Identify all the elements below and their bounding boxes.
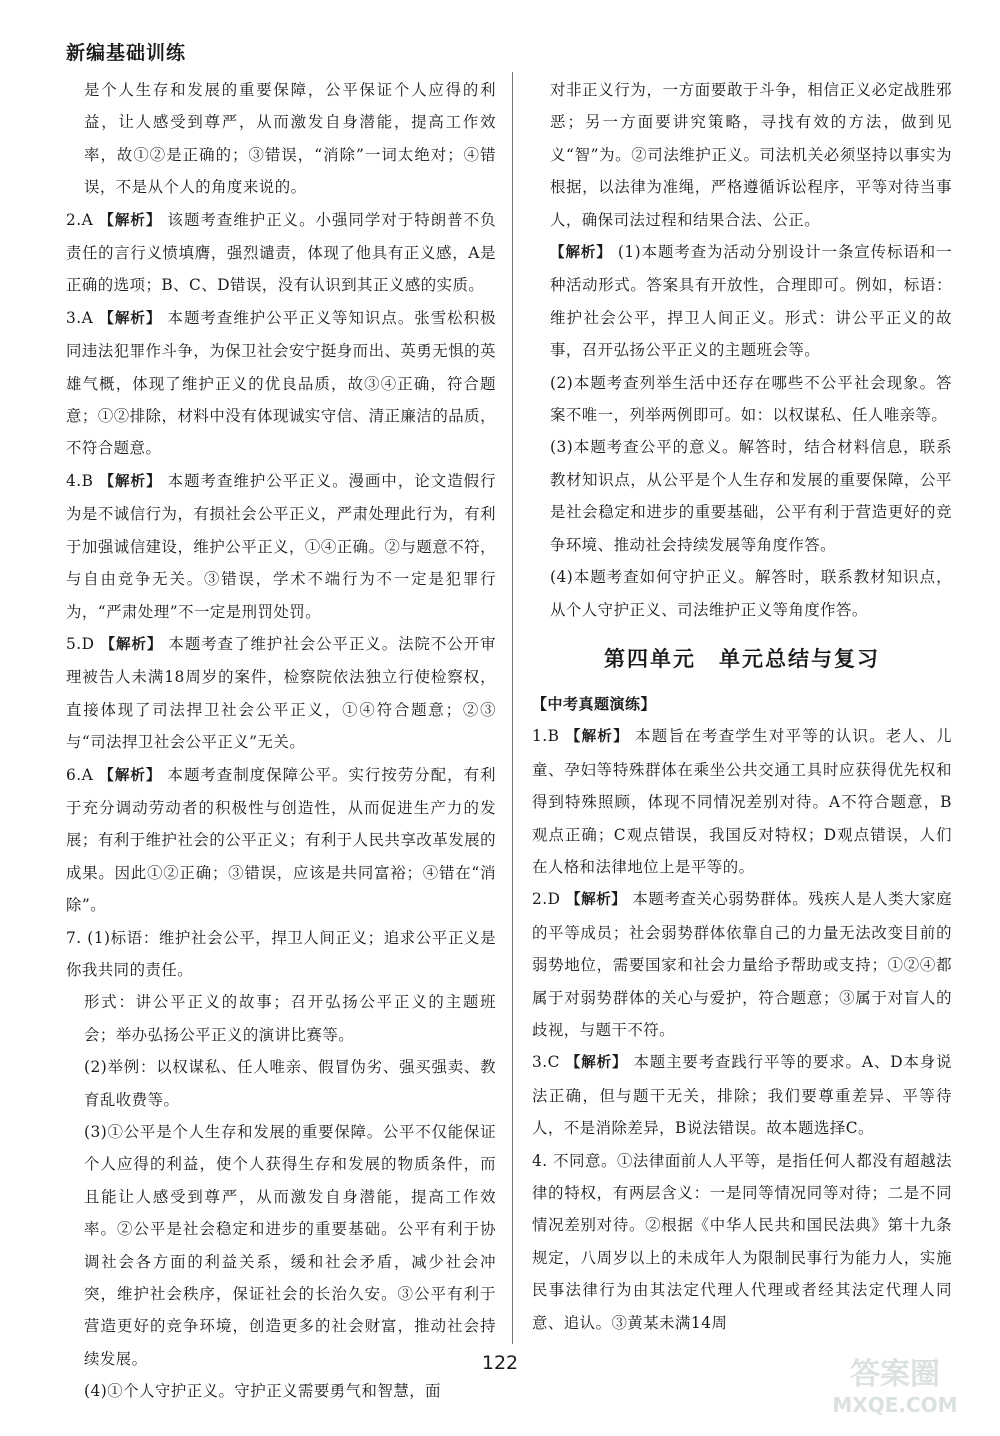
answer-text: (4)本题考查如何守护正义。解答时，联系教材知识点，从个人守护正义、司法维护正义等角度作答。 [550, 568, 952, 619]
right-column [532, 74, 952, 1339]
answer-paragraph [532, 367, 952, 432]
analysis-tag: 【解析】 [100, 636, 163, 653]
answer-paragraph [66, 922, 496, 987]
answer-text: (2)举例：以权谋私、任人唯亲、假冒伪劣、强买强卖、教育乱收费等。 [84, 1058, 496, 1109]
answer-paragraph [532, 1046, 952, 1144]
answer-paragraph [532, 74, 952, 236]
answer-text: (1)标语：维护社会公平，捍卫人间正义；追求公平正义是你我共同的责任。 [66, 928, 496, 979]
answer-paragraph [66, 204, 496, 302]
answer-text: 是个人生存和发展的重要保障，公平保证个人应得的利益，让人感受到尊严，从而激发自身潜能，提高工作效率，故①②是正确的；③错误，“消除”一词太绝对；④错误，不是从个人的角度来说的。 [84, 81, 496, 197]
answer-text: 该题考查维护正义。小强同学对于特朗普不负责任的言行义愤填膺，强烈谴责，体现了他具有正义感，A是正确的选项；B、C、D错误，没有认识到其正义感的实质。 [66, 210, 496, 295]
svg-text:答案圈: 答案圈 [850, 1357, 940, 1392]
watermark-logo [810, 1350, 980, 1422]
answer-paragraph [532, 1145, 952, 1339]
answer-text: 不同意。①法律面前人人平等，是指任何人都没有超越法律的特权，有两层含义：一是同等情况同等对待；二是不同情况差别对待。②根据《中华人民共和国民法典》第十九条规定，八周岁以上的未成年人为限制民事行为能力人，实施民事法律行为由其法定代理人代理或者经其法定代理人同意、追认。③黄某未满14周 [532, 1151, 952, 1332]
answer-paragraph [66, 628, 496, 759]
analysis-tag: 【解析】 [99, 473, 162, 490]
answer-text: 形式：讲公平正义的故事；召开弘扬公平正义的主题班会；举办弘扬公平正义的演讲比赛等。 [84, 993, 496, 1044]
answer-paragraph [66, 1375, 496, 1407]
answer-text: 本题考查了维护社会公平正义。法院不公开审理被告人未满18周岁的案件，检察院依法独立行使检察权，直接体现了司法捍卫社会公平正义，①④符合题意；②③与“司法捍卫社会公平正义”无关。 [66, 634, 496, 752]
right-bottom-block [532, 720, 952, 1339]
answer-paragraph [532, 431, 952, 561]
analysis-tag: 【解析】 [566, 892, 627, 909]
section-label: 【中考真题演练】 [532, 694, 657, 713]
unit-title: 第四单元 单元总结与复习 [604, 646, 880, 671]
question-number: 2.D [532, 890, 561, 909]
analysis-tag: 【解析】 [565, 1055, 628, 1072]
answer-text: 本题主要考查践行平等的要求。A、D本身说法正确，但与题干无关，排除；我们要尊重差异、平等待人，不是消除差异，B说法错误。故本题选择C。 [532, 1053, 952, 1138]
answer-paragraph [66, 302, 496, 465]
answer-paragraph [66, 465, 496, 628]
answer-text: (3)①公平是个人生存和发展的重要保障。公平不仅能保证个人应得的利益，使个人获得生存和发展的物质条件，而且能让人感受到尊严，从而激发自身潜能，提高工作效率。②公平是社会稳定和进步的重要基础。公平有利于协调社会各方面的利益关系，缓和社会矛盾，减少社会冲突，维护社会秩序，保证社会的长治久安。③公平有利于营造更好的竞争环境，创造更多的社会财富，推动社会持续发展。 [84, 1123, 496, 1368]
answer-text: 本题考查关心弱势群体。残疾人是人类大家庭的平等成员；社会弱势群体依靠自己的力量无法改变目前的弱势地位，需要国家和社会力量给予帮助或支持；①②④都属于对弱势群体的关心与爱护，符合题意；③属于对盲人的歧视，与题干不符。 [532, 890, 952, 1039]
question-number: 2.A [66, 210, 94, 229]
analysis-tag: 【解析】 [99, 767, 162, 784]
analysis-tag: 【解析】 [565, 729, 630, 746]
answer-text: 本题考查维护公平正义。漫画中，论文造假行为是不诚信行为，有损社会公平正义，严肃处理此行为，有利于加强诚信建设，维护公平正义，①④正确。②与题意不符，与自由竞争无关。③错误，学术不端行为不一定是犯罪行为，“严肃处理”不一定是刑罚处罚。 [66, 471, 496, 621]
answer-paragraph [66, 74, 496, 204]
answer-paragraph [66, 1116, 496, 1375]
analysis-tag: 【解析】 [550, 245, 612, 262]
answer-paragraph [532, 720, 952, 883]
answer-paragraph [532, 561, 952, 626]
answer-text: 本题旨在考查学生对平等的认识。老人、儿童、孕妇等特殊群体在乘坐公共交通工具时应获得优先权和得到特殊照顾，体现不同情况差别对待。A不符合题意，B观点正确；C观点错误，我国反对特权；D观点错误，人们在人格和法律地位上是平等的。 [532, 727, 952, 876]
answer-paragraph [532, 236, 952, 367]
question-number: 5.D [66, 634, 95, 653]
question-number: 7. [66, 928, 82, 947]
question-number: 3.C [532, 1053, 560, 1072]
analysis-tag: 【解析】 [99, 310, 162, 327]
question-number: 6.A [66, 765, 94, 784]
analysis-tag: 【解析】 [99, 212, 162, 229]
answer-paragraph [66, 986, 496, 1051]
question-number: 4.B [66, 471, 94, 490]
answer-text: (3)本题考查公平的意义。解答时，结合材料信息，联系教材知识点，从公平是个人生存和发展的重要保障，公平是社会稳定和进步的重要基础，公平有利于营造更好的竞争环境、推动社会持续发展等角度作答。 [550, 438, 952, 554]
answer-text: (1)本题考查为活动分别设计一条宣传标语和一种活动形式。答案具有开放性，合理即可。例如，标语：维护社会公平，捍卫人间正义。形式：讲公平正义的故事，召开弘扬公平正义的主题班会等。 [550, 243, 952, 360]
answer-text: 本题考查制度保障公平。实行按劳分配，有利于充分调动劳动者的积极性与创造性，从而促进生产力的发展；有利于维护社会的公平正义；有利于人民共享改革发展的成果。因此①②正确；③错误，应该是共同富裕；④错在“消除”。 [66, 765, 496, 915]
question-number: 1.B [532, 727, 560, 746]
page-number: 122 [481, 1352, 519, 1374]
column-divider [512, 72, 513, 1344]
answer-text: 对非正义行为，一方面要敢于斗争，相信正义必定战胜邪恶；另一方面要讲究策略，寻找有效的方法，做到见义“智”为。②司法维护正义。司法机关必须坚持以事实为根据，以法律为准绳，严格遵循诉讼程序，平等对待当事人，确保司法过程和结果合法、公正。 [550, 81, 952, 229]
answer-text: (4)①个人守护正义。守护正义需要勇气和智慧，面 [84, 1382, 442, 1401]
answer-paragraph [66, 759, 496, 922]
left-column [66, 74, 496, 1408]
running-title: 新编基础训练 [66, 42, 187, 64]
answer-text: (2)本题考查列举生活中还存在哪些不公平社会现象。答案不唯一，列举两例即可。如：以权谋私、任人唯亲等。 [550, 373, 952, 425]
question-number: 3.A [66, 308, 94, 327]
question-number: 4. [532, 1151, 548, 1170]
right-top-block [532, 74, 952, 626]
svg-text:MXQE.COM: MXQE.COM [832, 1393, 958, 1417]
answer-text: 本题考查维护公平正义等知识点。张雪松积极同违法犯罪作斗争，为保卫社会安宁挺身而出、英勇无惧的英雄气概，体现了维护正义的优良品质，故③④正确，符合题意；①②排除，材料中没有体现诚实守信、清正廉洁的品质，不符合题意。 [66, 308, 496, 458]
answer-paragraph [532, 883, 952, 1046]
answer-paragraph [66, 1051, 496, 1116]
